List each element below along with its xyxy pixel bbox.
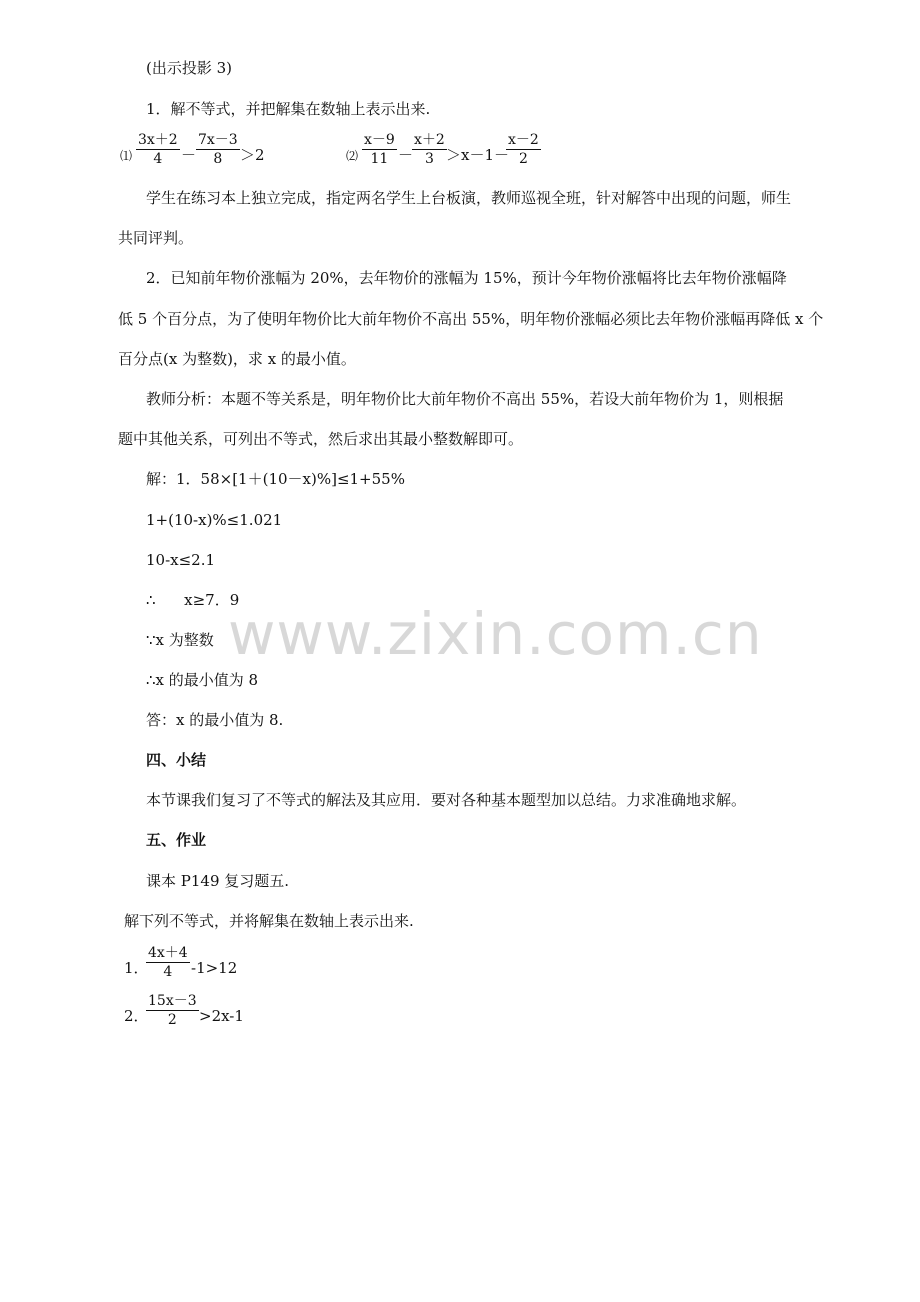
- paragraph-line: 学生在练习本上独立完成，指定两名学生上台板演，教师巡视全班，针对解答中出现的问题，师生: [146, 189, 792, 207]
- numerator: 7x－3: [198, 132, 238, 148]
- denominator: 2: [167, 1012, 177, 1028]
- numerator: 3x＋2: [138, 132, 178, 148]
- numerator: x－9: [364, 132, 395, 148]
- denominator: 8: [213, 151, 223, 167]
- fraction: [412, 131, 447, 168]
- paragraph-line: 共同评判。: [118, 229, 194, 247]
- numerator: 4x＋4: [148, 945, 188, 961]
- fraction: [146, 992, 199, 1029]
- fraction: [146, 944, 190, 981]
- intro-line: (出示投影 3): [146, 59, 233, 77]
- solution-step: 10-x≤2.1: [146, 551, 216, 569]
- question-2-line: 低 5 个百分点，为了使明年物价比大前年物价不高出 55%，明年物价涨幅必须比去年物价涨幅再降低 x 个: [118, 310, 824, 328]
- solution-step: ∵x 为整数: [146, 631, 214, 649]
- operator: －: [181, 146, 197, 164]
- operator: ＞x－1－: [446, 146, 510, 164]
- section-5-heading: 五、作业: [146, 831, 207, 849]
- part-label: ⑴: [120, 149, 133, 163]
- exercise-number: 1．: [124, 959, 149, 977]
- question-2-line: 百分点(x 为整数)，求 x 的最小值。: [118, 350, 356, 368]
- operator: ＞2: [240, 146, 265, 164]
- operator: -1>12: [191, 959, 238, 977]
- solution-step: ∴x 的最小值为 8: [146, 671, 259, 689]
- summary-text: 本节课我们复习了不等式的解法及其应用．要对各种基本题型加以总结。力求准确地求解。: [146, 791, 747, 809]
- analysis-line: 题中其他关系，可列出不等式，然后求出其最小整数解即可。: [118, 430, 524, 448]
- denominator: 4: [153, 151, 163, 167]
- operator: －: [398, 146, 414, 164]
- answer-line: 答：x 的最小值为 8.: [146, 711, 284, 729]
- solution-step: 1+(10-x)%≤1.021: [146, 511, 283, 529]
- solution-step: ∴ x≥7．9: [146, 591, 240, 609]
- fraction: [506, 131, 541, 168]
- numerator: x＋2: [414, 132, 445, 148]
- exercise-intro: 解下列不等式，并将解集在数轴上表示出来.: [124, 912, 414, 930]
- question-2-line: 2．已知前年物价涨幅为 20%，去年物价的涨幅为 15%，预计今年物价涨幅将比去年物价涨幅降: [146, 269, 787, 287]
- exercise-number: 2．: [124, 1007, 149, 1025]
- watermark: www.zixin.com.cn: [228, 600, 763, 668]
- denominator: 2: [518, 151, 528, 167]
- fraction: [362, 131, 397, 168]
- solution-step: 解：1．58×[1＋(10－x)%]≤1+55%: [146, 470, 405, 488]
- denominator: 11: [370, 151, 389, 167]
- denominator: 4: [163, 964, 173, 980]
- numerator: 15x－3: [148, 993, 197, 1009]
- analysis-line: 教师分析：本题不等关系是，明年物价比大前年物价不高出 55%，若设大前年物价为 1，则根据: [146, 390, 784, 408]
- homework-text: 课本 P149 复习题五.: [146, 872, 290, 890]
- part-label: ⑵: [346, 149, 359, 163]
- numerator: x－2: [508, 132, 539, 148]
- fraction: [136, 131, 180, 168]
- operator: >2x-1: [199, 1007, 244, 1025]
- denominator: 3: [424, 151, 434, 167]
- question-1-title: 1．解不等式，并把解集在数轴上表示出来.: [146, 100, 431, 118]
- fraction: [196, 131, 240, 168]
- section-4-heading: 四、小结: [146, 751, 207, 769]
